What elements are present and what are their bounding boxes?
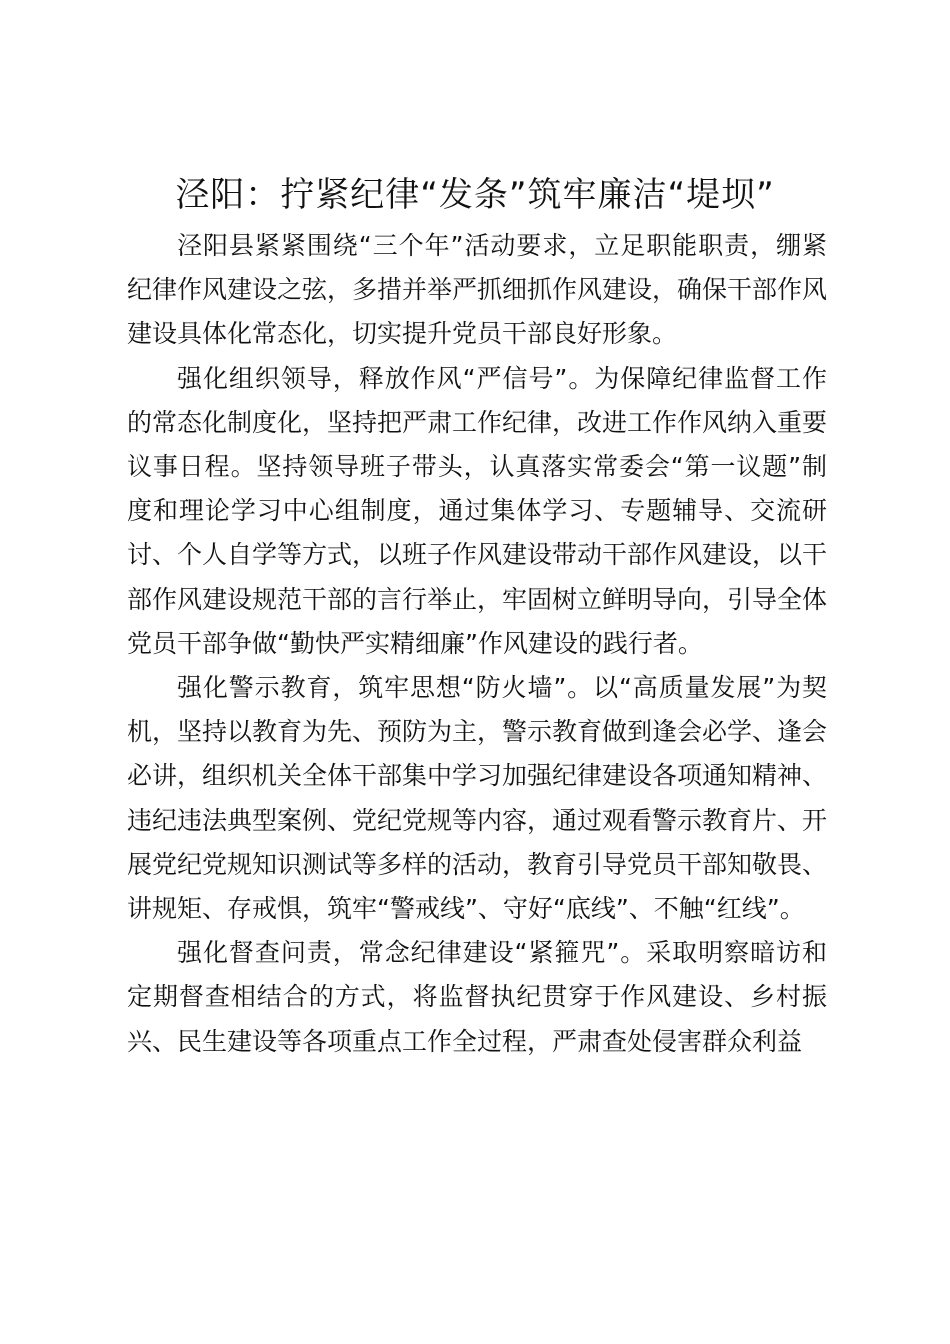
paragraph-intro: 泾阳县紧紧围绕“三个年”活动要求，立足职能职责，绷紧纪律作风建设之弦，多措并举严抓细抓作风建设，确保干部作风建设具体化常态化，切实提升党员干部良好形象。 [127, 231, 828, 349]
paragraph-supervision-accountability: 强化督查问责，常念纪律建设“紧箍咒”。采取明察暗访和定期督查相结合的方式，将监督执纪贯穿于作风建设、乡村振兴、民生建设等各项重点工作全过程，严肃查处侵害群众利益 [127, 938, 827, 1056]
document-title: 泾阳：拧紧纪律“发条”筑牢廉洁“堤坝” [175, 175, 775, 215]
paragraph-warning-education: 强化警示教育，筑牢思想“防火墙”。以“高质量发展”为契机，坚持以教育为先、预防为主，警示教育做到逢会必学、逢会必讲，组织机关全体干部集中学习加强纪律建设各项通知精神、违纪违法典型案例、党纪党规等内容，通过观看警示教育片、开展党纪党规知识测试等多样的活动，教育引导党员干部知敬畏、讲规矩、存戒惧，筑牢“警戒线”、守好“底线”、不触“红线”。 [127, 673, 828, 924]
document-body [127, 224, 827, 1064]
paragraph-organization-leadership: 强化组织领导，释放作风“严信号”。为保障纪律监督工作的常态化制度化，坚持把严肃工作纪律，改进工作作风纳入重要议事日程。坚持领导班子带头，认真落实常委会“第一议题”制度和理论学习中心组制度，通过集体学习、专题辅导、交流研讨、个人自学等方式，以班子作风建设带动干部作风建设，以干部作风建设规范干部的言行举止，牢固树立鲜明导向，引导全体党员干部争做“勤快严实精细廉”作风建设的践行者。 [127, 363, 828, 658]
